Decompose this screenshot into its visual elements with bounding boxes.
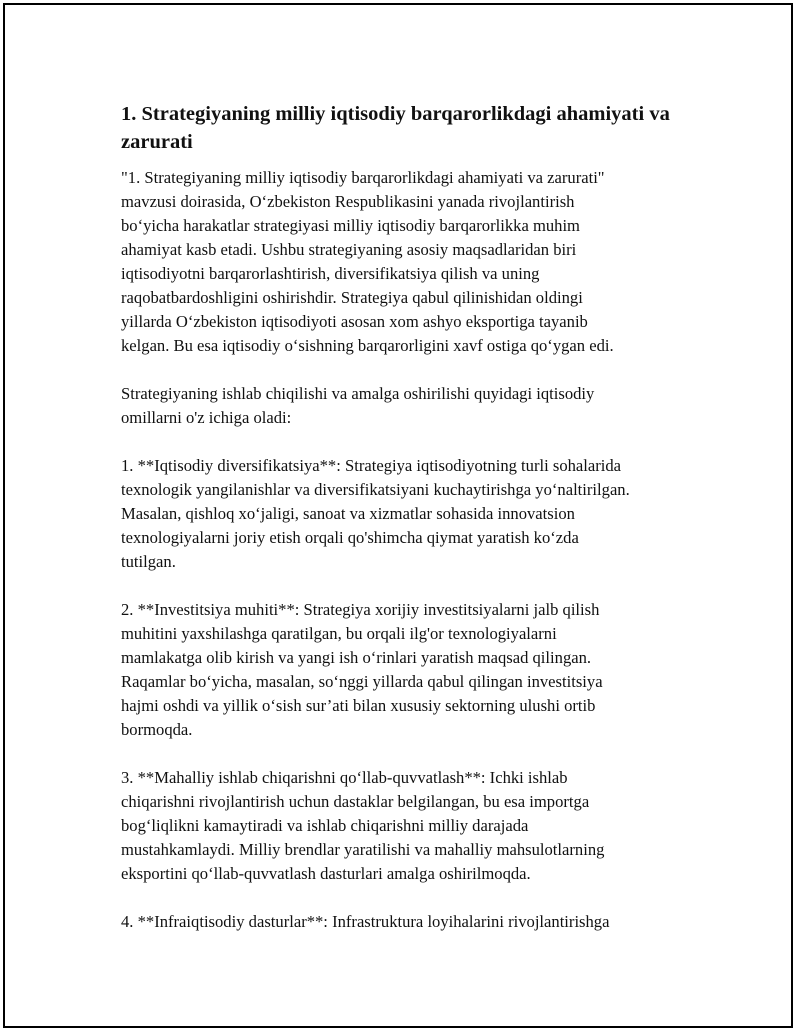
list-item-investment: 2. **Investitsiya muhiti**: Strategiya xorijiy investitsiyalarni jalb qilish muhitini yaxshilashga qaratilgan, bu orqali ilg'or texnologiyalarni mamlakatga olib kirish va yangi ish o‘rinlari yaratish maqsad qilingan. Raqamlar bo‘yicha, masalan, so‘nggi yillarda qabul qilingan investitsiya hajmi oshdi va yillik o‘sish sur’ati bilan xususiy sektorning ulushi ortib bormoqda. (121, 600, 603, 739)
paragraph-factors-lead: Strategiyaning ishlab chiqilishi va amalga oshirilishi quyidagi iqtisodiy omillarni o'z ichiga oladi: (121, 384, 595, 427)
list-item-diversification: 1. **Iqtisodiy diversifikatsiya**: Strategiya iqtisodiyotning turli sohalarida texnologik yangilanishlar va diversifikatsiyani kuchaytirishga yo‘naltirilgan. Masalan, qishloq xo‘jaligi, sanoat va xizmatlar sohasida innovatsion texnologiyalarni joriy etish orqali qo'shimcha qiymat yaratish ko‘zda tutilgan. (121, 456, 630, 571)
document-title: 1. Strategiyaning milliy iqtisodiy barqarorlikdagi ahamiyati va zarurati (121, 103, 670, 153)
document-page (3, 3, 793, 1028)
list-item-local-production: 3. **Mahalliy ishlab chiqarishni qo‘llab-quvvatlash**: Ichki ishlab chiqarishni rivojlantirish uchun dastaklar belgilangan, bu esa importga bog‘liqlikni kamaytiradi va ishlab chiqarishni milliy darajada mustahkamlaydi. Milliy brendlar yaratilishi va mahalliy mahsulotlarning eksportini qo‘llab-quvvatlash dasturlari amalga oshirilmoqda. (121, 768, 605, 883)
document-body (121, 100, 701, 958)
list-item-infrastructure: 4. **Infraiqtisodiy dasturlar**: Infrastruktura loyihalarini rivojlantirishga (121, 912, 610, 931)
paragraph-intro: "1. Strategiyaning milliy iqtisodiy barqarorlikdagi ahamiyati va zarurati" mavzusi doirasida, O‘zbekiston Respublikasini yanada rivojlantirish bo‘yicha harakatlar strategiyasi milliy iqtisodiy barqarorlikka muhim ahamiyat kasb etadi. Ushbu strategiyaning asosiy maqsadlaridan biri iqtisodiyotni barqarorlashtirish, diversifikatsiya qilish va uning raqobatbardoshligini oshirishdir. Strategiya qabul qilinishidan oldingi yillarda O‘zbekiston iqtisodiyoti asosan xom ashyo eksportiga tayanib kelgan. Bu esa iqtisodiy o‘sishning barqarorligini xavf ostiga qo‘ygan edi. (121, 168, 614, 355)
